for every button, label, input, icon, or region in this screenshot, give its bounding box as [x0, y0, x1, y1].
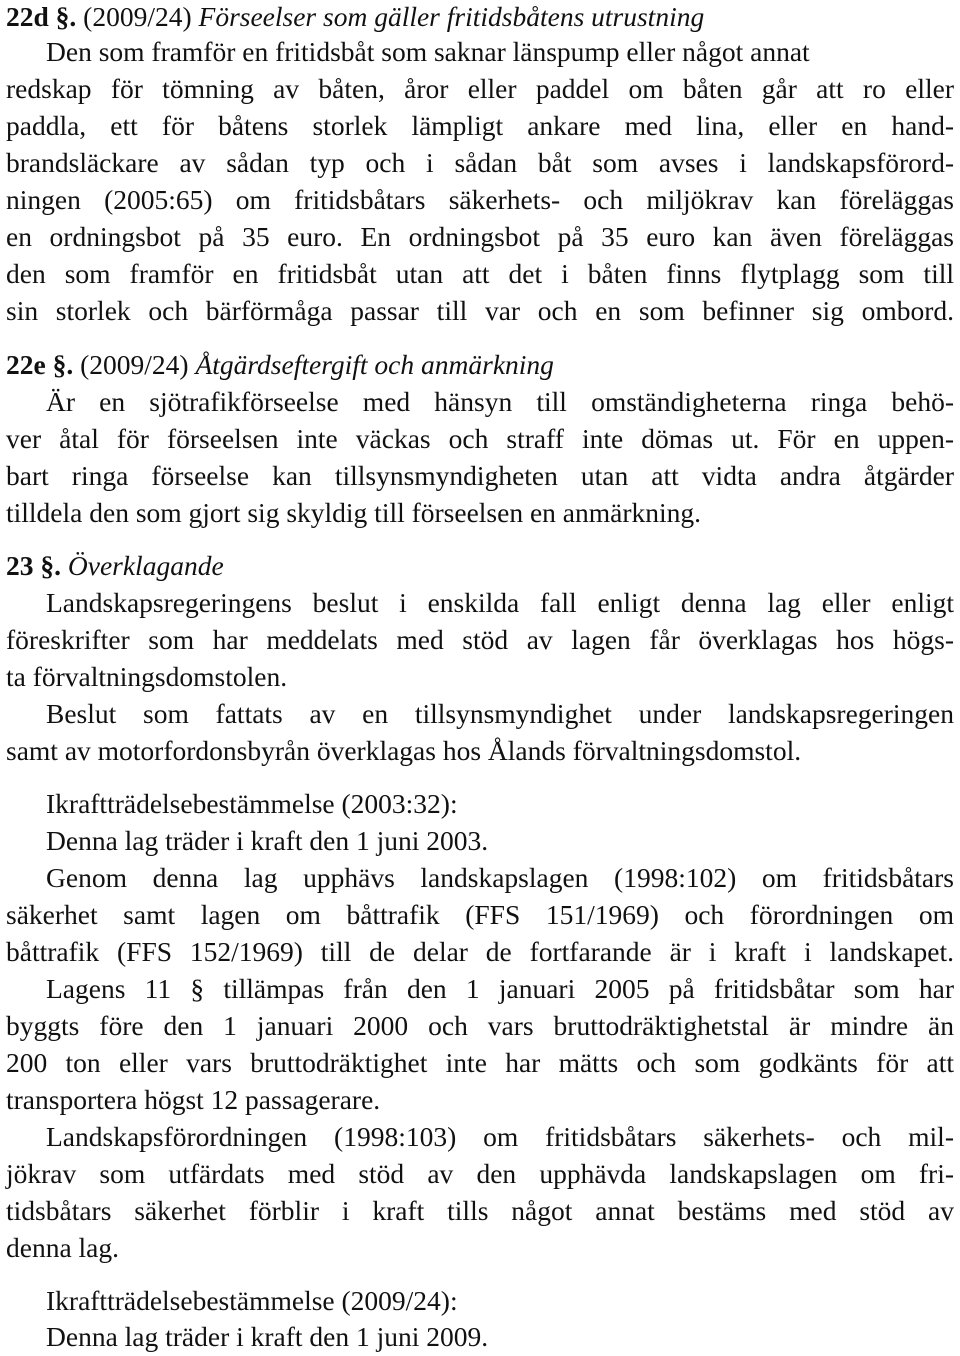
- paragraph-line: samt av motorfordonsbyrån överklagas hos Ålands förvaltningsdomstol.: [6, 735, 802, 766]
- section-title: Förseelser som gäller fritidsbåtens utrustning: [198, 1, 705, 32]
- paragraph-line: ver åtal för förseelsen inte väckas och straff inte dömas ut. För en uppen-: [6, 423, 954, 454]
- paragraph-line: Den som framför en fritidsbåt som saknar länspump eller något annat: [46, 36, 810, 67]
- paragraph-line: tilldela den som gjort sig skyldig till förseelsen en anmärkning.: [6, 497, 702, 528]
- section-year: (2009/24): [80, 349, 189, 380]
- paragraph-line: föreskrifter som har meddelats med stöd av lagen får överklagas hos högs-: [6, 624, 954, 655]
- section-heading-22e: [6, 350, 554, 380]
- paragraph-line: ningen (2005:65) om fritidsbåtars säkerhets- och miljökrav kan föreläggas: [6, 184, 954, 215]
- paragraph-line: båttrafik (FFS 152/1969) till de delar de fortfarande är i kraft i landskapet.: [6, 936, 954, 967]
- paragraph-line: ta förvaltningsdomstolen.: [6, 661, 288, 692]
- paragraph-line: Landskapsförordningen (1998:103) om fritidsbåtars säkerhets- och mil-: [46, 1121, 954, 1152]
- paragraph-line: transportera högst 12 passagerare.: [6, 1084, 381, 1115]
- paragraph-line: Lagens 11 § tillämpas från den 1 januari 2005 på fritidsbåtar som har: [46, 973, 954, 1004]
- paragraph-line: sin storlek och bärförmåga passar till var och en som befinner sig ombord.: [6, 295, 954, 326]
- paragraph-line: denna lag.: [6, 1232, 120, 1263]
- paragraph-line: Genom denna lag upphävs landskapslagen (1998:102) om fritidsbåtars: [46, 862, 954, 893]
- paragraph-line: en ordningsbot på 35 euro. En ordningsbot på 35 euro kan även föreläggas: [6, 221, 954, 252]
- paragraph-line: jökrav som utfärdats med stöd av den upphävda landskapslagen om fri-: [6, 1158, 954, 1189]
- paragraph-line: paddla, ett för båtens storlek lämpligt ankare med lina, eller en hand-: [6, 110, 954, 141]
- paragraph-line: 200 ton eller vars bruttodräktighet inte har mätts och som godkänts för att: [6, 1047, 954, 1078]
- paragraph-line: den som framför en fritidsbåt utan att det i båten finns flytplagg som till: [6, 258, 954, 289]
- section-number: 22e §.: [6, 349, 74, 380]
- paragraph-line: brandsläckare av sådan typ och i sådan båt som avses i landskapsförord-: [6, 147, 954, 178]
- section-title: Åtgärdseftergift och anmärkning: [195, 349, 554, 380]
- section-number: 22d §.: [6, 1, 77, 32]
- paragraph-line: Denna lag träder i kraft den 1 juni 2003.: [46, 825, 489, 856]
- paragraph-line: bart ringa förseelse kan tillsynsmyndigheten utan att vidta andra åtgärder: [6, 460, 954, 491]
- section-title: Överklagande: [67, 550, 224, 581]
- section-heading-23: [6, 551, 224, 581]
- section-number: 23 §.: [6, 550, 61, 581]
- paragraph-line: tidsbåtars säkerhet förblir i kraft tills något annat bestäms med stöd av: [6, 1195, 954, 1226]
- paragraph-line: Beslut som fattats av en tillsynsmyndighet under landskapsregeringen: [46, 698, 954, 729]
- transitional-heading-2003: Ikraftträdelsebestämmelse (2003:32):: [46, 788, 458, 819]
- paragraph-line: byggts före den 1 januari 2000 och vars bruttodräktighetstal är mindre än: [6, 1010, 954, 1041]
- paragraph-line: Denna lag träder i kraft den 1 juni 2009.: [46, 1321, 489, 1352]
- paragraph-line: säkerhet samt lagen om båttrafik (FFS 151/1969) och förordningen om: [6, 899, 954, 930]
- transitional-heading-2009: Ikraftträdelsebestämmelse (2009/24):: [46, 1285, 458, 1316]
- section-heading-22d: [6, 2, 704, 32]
- paragraph-line: Är en sjötrafikförseelse med hänsyn till omständigheterna ringa behö-: [46, 386, 954, 417]
- section-year: (2009/24): [83, 1, 192, 32]
- paragraph-line: Landskapsregeringens beslut i enskilda fall enligt denna lag eller enligt: [46, 587, 954, 618]
- paragraph-line: redskap för tömning av båten, åror eller paddel om båten går att ro eller: [6, 73, 954, 104]
